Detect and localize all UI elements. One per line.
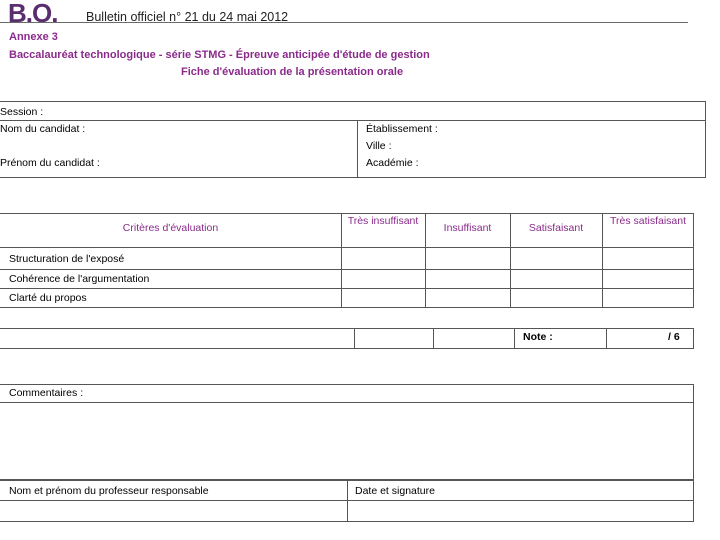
session-label: Session : [0,106,44,118]
candidate-firstname-label: Prénom du candidat : [0,157,100,169]
criteria-row-divider-3 [0,288,694,289]
candidate-name-label: Nom du candidat : [0,123,86,135]
comments-label: Commentaires : [9,387,84,399]
level-tres-satisfaisant: Très satisfaisant [609,215,687,227]
level-tres-insuffisant: Très insuffisant [347,215,419,227]
note-divider-4 [606,328,607,349]
header-rule [0,22,688,23]
note-value: / 6 [668,331,680,343]
bulletin-reference: Bulletin officiel n° 21 du 24 mai 2012 [86,10,289,24]
criterion-coherence: Cohérence de l'argumentation [9,273,150,285]
note-divider-1 [354,328,355,349]
criteria-col-divider-4 [602,213,603,308]
level-insuffisant: Insuffisant [443,222,492,234]
note-divider-2 [433,328,434,349]
note-row [0,328,694,349]
note-divider-3 [514,328,515,349]
note-label: Note : [523,331,553,343]
form-title: Fiche d'évaluation de la présentation orale [181,66,404,78]
comments-divider [0,402,694,403]
establishment-label: Établissement : [366,123,438,135]
criteria-col-divider-1 [341,213,342,308]
criterion-clarte: Clarté du propos [9,292,87,304]
criterion-structuration: Structuration de l'exposé [9,253,125,265]
exam-title: Baccalauréat technologique - série STMG - Épreuve anticipée d'étude de gestion [9,49,430,61]
criteria-row-divider-1 [0,247,694,248]
bo-logo: B.O. [8,0,58,28]
candidate-column-divider [357,120,358,178]
city-label: Ville : [366,140,392,152]
professor-label: Nom et prénom du professeur responsable [9,485,209,497]
criteria-row-divider-2 [0,269,694,270]
annexe-label: Annexe 3 [9,31,58,43]
academy-label: Académie : [366,157,419,169]
candidate-block [0,101,706,178]
level-satisfaisant: Satisfaisant [528,222,584,234]
session-divider [0,120,706,121]
date-signature-label: Date et signature [355,485,435,497]
criteria-header: Critères d'évaluation [122,222,219,234]
comments-box [0,384,694,480]
footer-column-divider [347,480,348,522]
